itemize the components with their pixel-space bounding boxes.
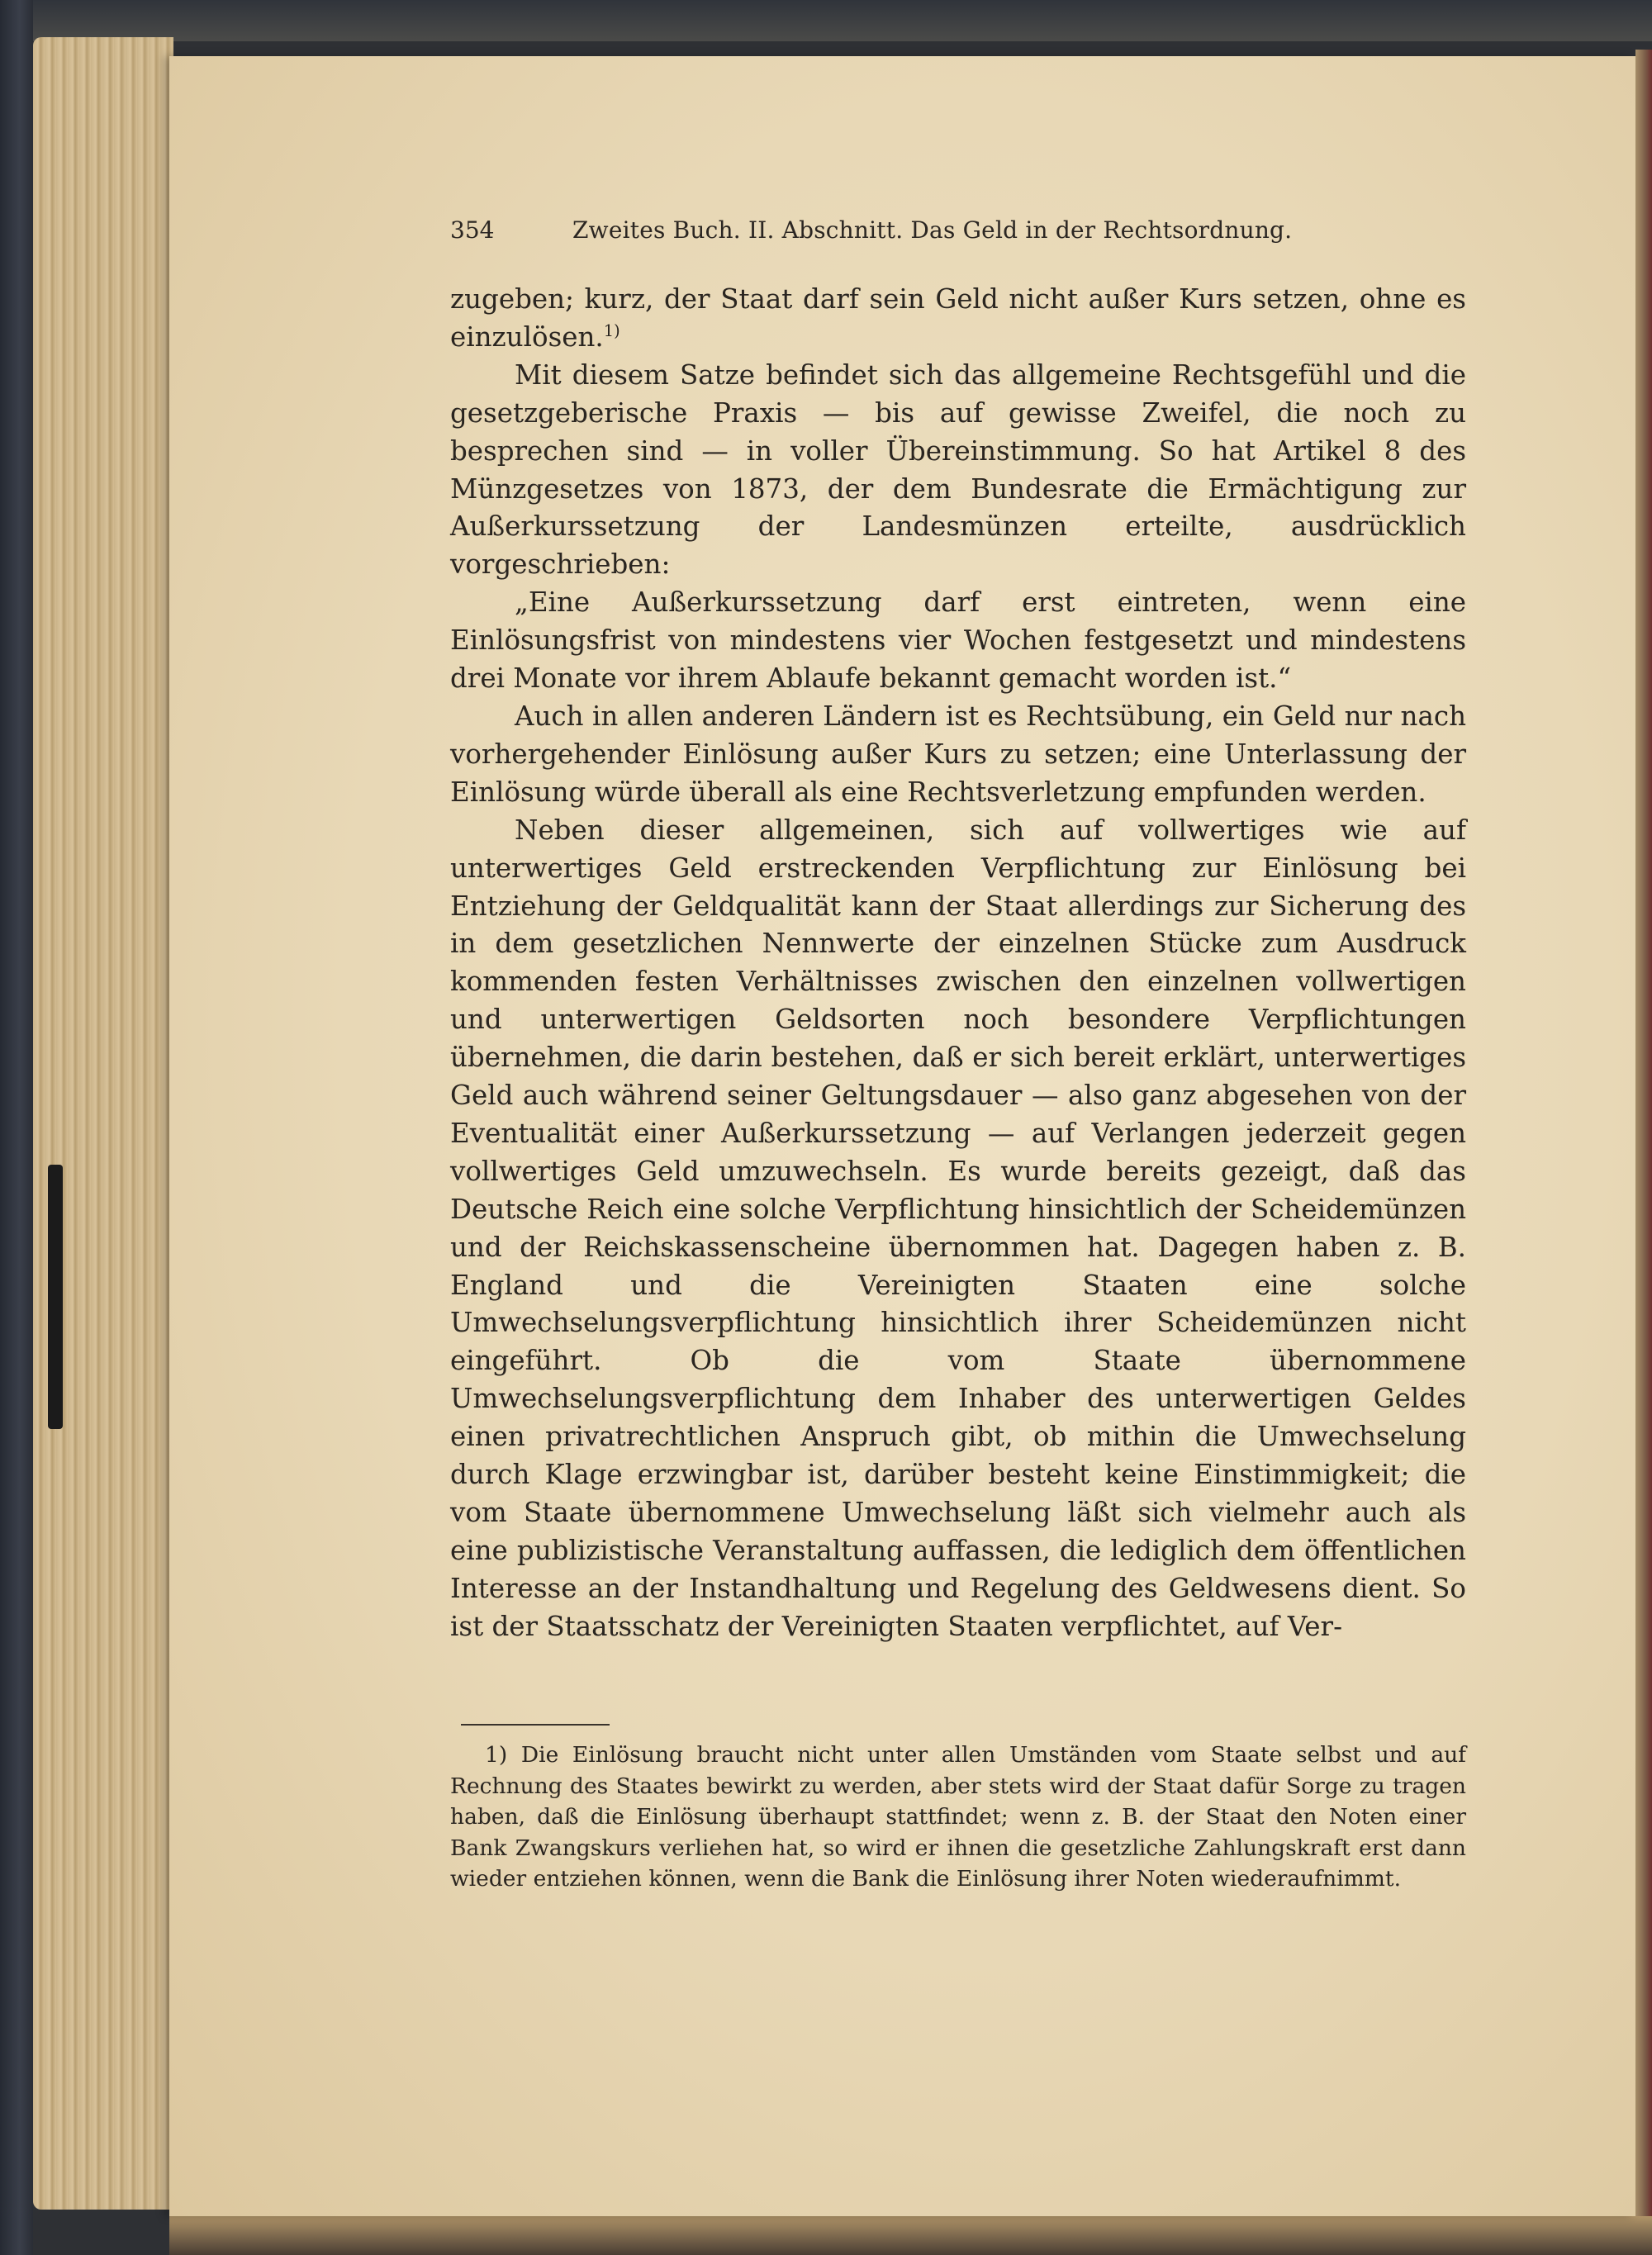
footnote-text: Die Einlösung braucht nicht unter allen Umständen vom Staate selbst und auf Rechnung des Staates bewirkt zu werden, aber stets wird der Staat dafür Sorge zu tragen haben, daß die Einlösung überhaupt stattfindet; wenn z. B. der Staat den Noten einer Bank Zwangskurs verliehen hat, so wird er ihnen die gesetzliche Zahlungskraft erst dann wieder entziehen können, wenn die Bank die Einlösung ihrer Noten wiederaufnimmt. <box>450 1742 1466 1892</box>
paragraph: Auch in allen anderen Ländern ist es Rechtsübung, ein Geld nur nach vorhergehender Einlösung außer Kurs zu setzen; eine Unterlassung der Einlösung würde überall als eine Rechtsverletzung empfunden werden. <box>450 700 1466 808</box>
book-cover-top <box>0 0 1652 41</box>
page-number: 354 <box>450 216 495 244</box>
footnote-marker: 1) <box>485 1742 508 1768</box>
quotation-paragraph: „Eine Außerkurssetzung darf erst eintreten, wenn eine Einlösungsfrist von mindestens vier Wochen festgesetzt und mindestens drei Monate vor ihrem Ablaufe bekannt gemacht worden ist.“ <box>450 586 1466 695</box>
book-spine-right <box>1635 50 1652 2230</box>
paragraph <box>450 281 1466 357</box>
paragraph: Neben dieser allgemeinen, sich auf vollwertiges wie auf unterwertiges Geld erstreckenden Verpflichtung zur Einlösung bei Entziehung der Geldqualität kann der Staat allerdings zur Sicherung des in dem gesetzlichen Nennwerte der einzelnen Stücke zum Ausdruck kommenden festen Verhältnisses zwischen den einzelnen vollwertigen und unterwertigen Geldsorten noch besondere Verpflichtungen übernehmen, die darin bestehen, daß er sich bereit erklärt, unterwertiges Geld auch während seiner Geltungsdauer — also ganz abgesehen von der Eventualität einer Außerkurssetzung — auf Verlangen jederzeit gegen vollwertiges Geld umzuwechseln. Es wurde bereits gezeigt, daß das Deutsche Reich eine solche Verpflichtung hinsichtlich der Scheidemünzen und der Reichskassenscheine übernommen hat. Dagegen haben z. B. England und die Vereinigten Staaten eine solche Umwechselungsverpflichtung hinsichtlich ihrer Scheidemünzen nicht eingeführt. Ob die vom Staate übernommene Umwechselungsverpflichtung dem Inhaber des unterwertigen Geldes einen privatrechtlichen Anspruch gibt, ob mithin die Umwechselung durch Klage erzwingbar ist, darüber besteht keine Einstimmigkeit; die vom Staate übernommene Umwechselung läßt sich vielmehr auch als eine publizistische Veranstaltung auffassen, die lediglich dem öffentlichen Interesse an der Instandhaltung und Regelung des Geldwesens dient. So ist der Staatsschatz der Vereinigten Staaten verpflichtet, auf Ver- <box>450 814 1466 1642</box>
running-header <box>450 216 1491 249</box>
running-title: Zweites Buch. II. Abschnitt. Das Geld in der Rechtsordnung. <box>572 216 1293 244</box>
paragraph-text: zugeben; kurz, der Staat darf sein Geld nicht außer Kurs setzen, ohne es einzulösen. <box>450 283 1466 353</box>
footnote-reference: 1) <box>603 321 620 341</box>
page-bottom-edge <box>169 2216 1652 2255</box>
paragraph: Mit diesem Satze befindet sich das allgemeine Rechtsgefühl und die gesetzgeberische Praxis — bis auf gewisse Zweifel, die noch zu besprechen sind — in voller Übereinstimmung. So hat Artikel 8 des Münzgesetzes von 1873, der dem Bundesrate die Ermächtigung zur Außerkurssetzung der Landesmünzen erteilte, ausdrücklich vorgeschrieben: <box>450 358 1466 581</box>
body-text <box>450 281 1466 1646</box>
footnote-divider <box>461 1724 610 1726</box>
page-edges-stack <box>33 37 173 2210</box>
book-cover-left <box>0 0 33 2255</box>
binding-strip <box>48 1165 63 1429</box>
footnote <box>450 1740 1466 1895</box>
